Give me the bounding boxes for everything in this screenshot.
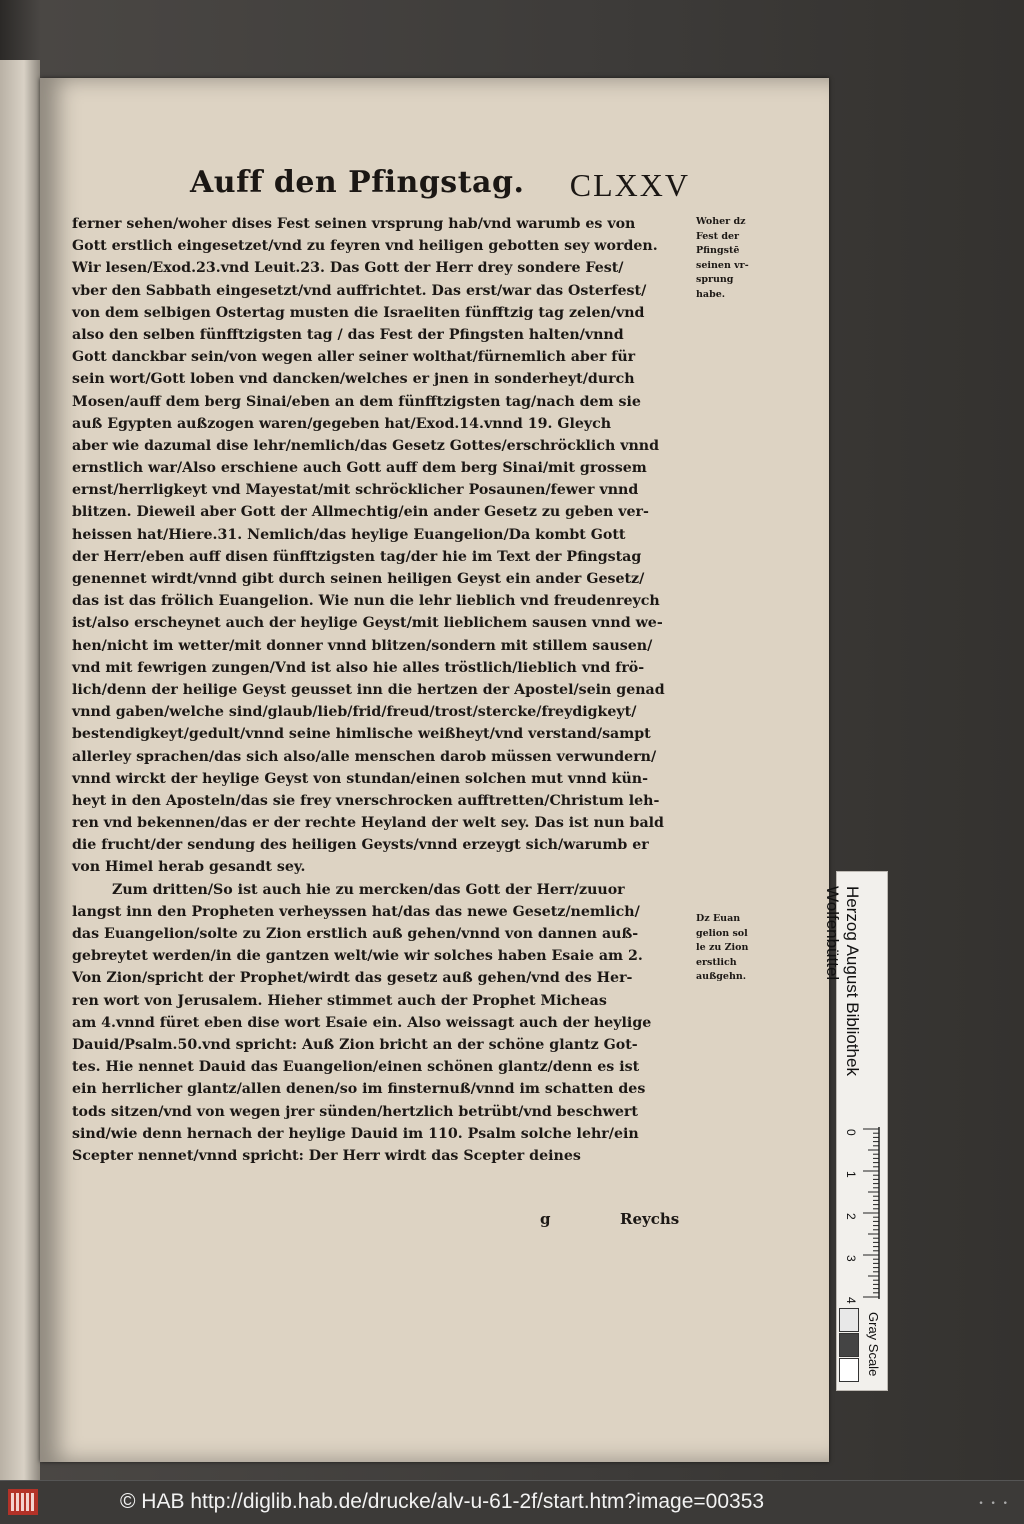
library-name: Herzog August Bibliothek [843,886,862,1076]
text-line: Zum dritten/So ist auch hie zu mercken/das Gott der Herr/zuuor [112,881,625,898]
scale-number: 3 [844,1255,858,1262]
text-line: auß Egypten außzogen waren/gegeben hat/Exod.14.vnnd 19. Gleych [72,415,612,432]
text-line: langst inn den Propheten verheyssen hat/das das newe Gesetz/nemlich/ [72,903,640,920]
text-line: lich/denn der heilige Geyst geusset inn die hertzen der Apostel/sein genad [72,681,665,698]
marginal-note-line: gelion sol [696,927,748,939]
folio-number: CLXXV [569,167,690,203]
gray-swatch-light [839,1308,859,1332]
marginal-note-line: seinen vr- [696,259,749,271]
measurement-scale [839,1127,883,1304]
gray-swatch-white [839,1358,859,1382]
marginal-note-line: Woher dz [696,216,746,227]
text-line: vber den Sabbath eingesetzt/vnd auffrichtet. Das erst/war das Osterfest/ [72,282,647,299]
text-line: genennet wirdt/vnnd gibt durch seinen heiligen Geyst ein ander Gesetz/ [72,571,645,587]
library-city: Wolfenbüttel [823,886,842,981]
text-line: vnd mit fewrigen zungen/Vnd ist also hie alles tröstlich/lieblich vnd frö- [72,659,645,676]
text-line: hen/nicht im wetter/mit donner vnnd blitzen/sondern mit stillem sausen/ [72,637,653,654]
text-line: am 4.vnnd füret eben dise wort Esaie ein. Also weissagt auch der heylige [72,1014,652,1031]
footer-credit-link[interactable]: © HAB http://diglib.hab.de/drucke/alv-u-61-2f/start.htm?image=00353 [120,1490,765,1513]
text-line: Scepter nennet/vnnd spricht: Der Herr wirdt das Scepter deines [72,1147,581,1164]
catchword: Reychs [620,1210,680,1228]
scale-number: 2 [844,1213,858,1220]
signature-mark: g [540,1210,551,1228]
body-text [72,213,692,1167]
scale-number: 0 [844,1129,858,1136]
text-line: ferner sehen/woher dises Fest seinen vrsprung hab/vnd warumb es von [72,216,636,232]
text-line: allerley sprachen/das sich also/alle menschen darob müssen verwundern/ [72,748,657,765]
marginal-note-line: le zu Zion [696,942,749,953]
gray-swatch-dark [839,1333,859,1357]
text-line: ernstlich war/Also erschiene auch Gott auff dem berg Sinai/mit grossem [72,460,647,477]
text-line: ein herrlicher glantz/allen denen/so im finsternuß/vnnd im schatten des [72,1081,646,1098]
marginal-note-line: sprung [696,274,734,285]
footer-bar [0,1480,1024,1524]
hab-logo-icon[interactable] [8,1489,38,1515]
text-line: also den selben fünfftzigsten tag / das Fest der Pfingsten halten/vnnd [72,326,624,343]
text-line: heissen hat/Hiere.31. Nemlich/das heylige Euangelion/Da kombt Gott [72,526,626,543]
text-line: sind/wie denn hernach der heylige Dauid im 110. Psalm solche lehr/ein [72,1125,639,1142]
marginal-note-gospel [696,912,766,985]
running-head [190,165,690,211]
text-line: sein wort/Gott loben vnd dancken/welches er jnen in sonderheyt/durch [72,371,635,388]
gray-scale-label: Gray Scale [866,1312,881,1377]
text-line: vnnd gaben/welche sind/glaub/lieb/frid/freud/trost/stercke/freydigkeyt/ [72,704,637,721]
running-title: Auff den Pfingstag. [190,165,525,200]
text-line: gebreytet werden/in die gantzen welt/wie wir solches haben Esaie am 2. [72,948,643,965]
text-line: ernst/herrligkeyt vnd Mayestat/mit schröcklicher Posaunen/fewer vnnd [72,482,639,499]
text-line: ren wort von Jerusalem. Hieher stimmet auch der Prophet Micheas [72,992,607,1009]
marginal-note-line: erstlich [696,956,737,968]
text-line: das Euangelion/solte zu Zion erstlich auß gehen/vnnd von dannen auß- [72,926,639,942]
text-line: die frucht/der sendung des heiligen Geysts/vnnd erzeygt sich/warumb er [72,837,649,854]
text-line: ren vnd bekennen/das er der rechte Heyland der welt sey. Das ist nun bald [72,815,664,832]
marginal-note-line: Fest der [696,230,740,242]
text-line: das ist das frölich Euangelion. Wie nun die lehr lieblich vnd freudenreych [72,593,660,610]
text-line: vnnd wirckt der heylige Geyst von stundan/einen solchen mut vnnd kün- [72,770,648,787]
footer-menu-dots-icon[interactable]: • • • [978,1499,1010,1509]
text-line: bestendigkeyt/gedult/vnnd seine himlische weißheyt/vnd verstand/sampt [72,726,651,743]
text-line: Dauid/Psalm.50.vnd spricht: Auß Zion bricht an der schöne glantz Got- [72,1036,638,1053]
marginal-note-line: Pfingstē [696,245,740,256]
adjacent-page-edge [0,60,40,1480]
text-line: ist/also erscheynet auch der heylige Geyst/mit lieblichem sausen vnnd we- [72,615,663,632]
text-line: blitzen. Dieweil aber Gott der Allmechtig/ein ander Gesetz zu geben ver- [72,504,649,521]
text-line: Gott erstlich eingesetzet/vnd zu feyren vnd heiligen gebotten sey worden. [72,238,658,255]
text-line: Gott danckbar sein/von wegen aller seiner wolthat/fürnemlich aber für [72,349,636,366]
text-line: heyt in den Aposteln/das sie frey vnerschrocken aufftretten/Christum leh- [72,792,660,809]
library-label-card [823,871,888,1391]
marginal-note-line: habe. [696,288,726,300]
scale-number: 4 [844,1297,858,1304]
text-line: Mosen/auff dem berg Sinai/eben an dem fünfftzigsten tag/nach dem sie [72,393,641,410]
text-line: tods sitzen/vnd von wegen jrer sünden/hertzlich betrübt/vnd beschwert [72,1103,638,1120]
text-line: von dem selbigen Ostertag musten die Israeliten fünfftzig tag zelen/vnd [72,304,645,321]
gray-scale-swatches [839,1308,859,1378]
text-line: tes. Hie nennet Dauid das Euangelion/einen schönen glantz/denn es ist [72,1059,640,1076]
marginal-note-origin [696,215,756,302]
marginal-note-line: Dz Euan [696,913,741,924]
marginal-note-line: außgehn. [696,971,747,982]
text-line: der Herr/eben auff disen fünfftzigsten tag/der hie im Text der Pfingstag [72,548,642,565]
text-line: Wir lesen/Exod.23.vnd Leuit.23. Das Gott der Herr drey sondere Fest/ [72,260,624,277]
library-label-text [822,886,862,1076]
scale-number: 1 [844,1171,858,1178]
text-line: Von Zion/spricht der Prophet/wirdt das gesetz auß gehen/vnd des Her- [72,970,633,987]
text-line: von Himel herab gesandt sey. [72,859,306,876]
text-line: aber wie dazumal dise lehr/nemlich/das Gesetz Gottes/erschröcklich vnnd [72,437,660,454]
